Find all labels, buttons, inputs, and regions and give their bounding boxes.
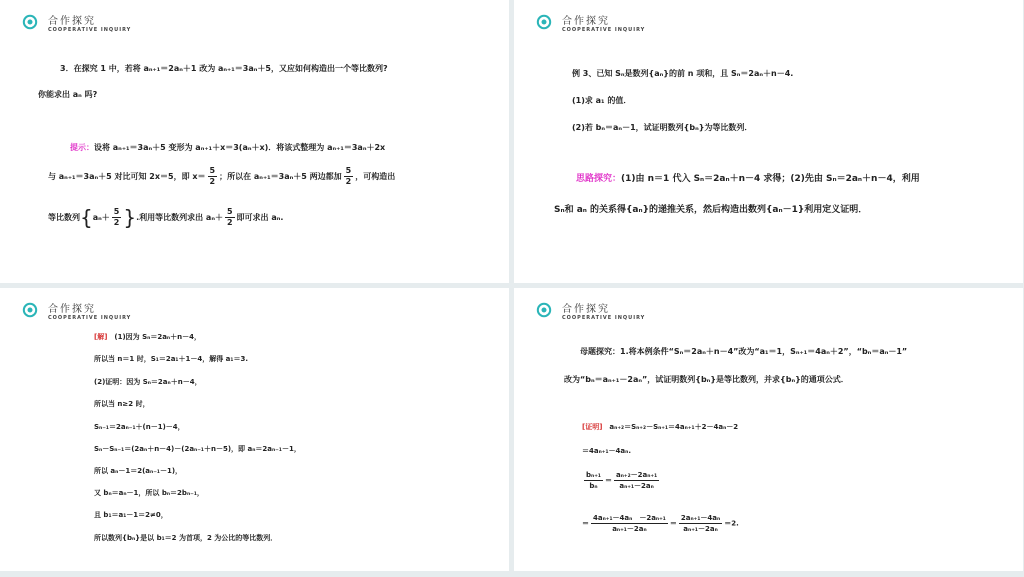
hint-text-3b: .利用等比数列求出 aₙ＋ xyxy=(136,213,223,222)
ratio-b-den: bₙ xyxy=(589,482,598,490)
mother-line-1: 母题探究：1.将本例条件“Sₙ＝2aₙ＋n－4”改为“a₁＝1，Sₙ₊₁＝4aₙ＋2”，“bₙ＝aₙ－1” xyxy=(580,347,908,356)
ratio-simplified-den: aₙ₊₁－2aₙ xyxy=(683,525,718,533)
solution-line-3: 所以当 n≥2 时， xyxy=(94,400,150,408)
ratio-simplified xyxy=(679,513,722,534)
bottom-divider xyxy=(0,572,1024,577)
proof-label: [证明] xyxy=(582,423,603,431)
fraction-five-halves xyxy=(344,166,354,187)
slide-panel-2 xyxy=(514,0,1023,283)
logo-ring-icon xyxy=(536,14,552,30)
question-line-2: 你能求出 aₙ 吗? xyxy=(38,90,98,99)
section-title: 合作探究 xyxy=(48,304,96,315)
solution-line-4: Sₙ₋₁＝2aₙ₋₁＋(n－1)－4， xyxy=(94,423,185,431)
hint-inner: aₙ＋ xyxy=(92,213,110,222)
proof-result: ＝2. xyxy=(724,519,739,528)
section-subtitle: COOPERATIVE INQUIRY xyxy=(562,27,646,33)
hint-text-3a: 等比数列 xyxy=(48,213,80,222)
ratio-expanded xyxy=(591,513,668,534)
think-line-2: Sₙ和 aₙ 的关系得{aₙ}的递推关系，然后构造出数列{aₙ－1}利用定义证明． xyxy=(554,205,868,215)
slide-panel-1 xyxy=(0,0,509,283)
fraction-five-halves xyxy=(225,207,235,228)
section-subtitle: COOPERATIVE INQUIRY xyxy=(48,27,132,33)
slide-panel-4 xyxy=(514,288,1023,571)
hint-line-1 xyxy=(70,143,385,153)
proof-result-line xyxy=(582,513,739,534)
think-line-1 xyxy=(576,174,920,184)
mother-line-2: 改为“bₙ＝aₙ₊₁－2aₙ”，试证明数列{bₙ}是等比数列，并求{bₙ}的通项公式． xyxy=(564,375,849,384)
right-brace: } xyxy=(123,205,137,230)
hint-text-2c: ，可构造出 xyxy=(355,172,396,181)
ratio-a xyxy=(614,470,659,491)
solution-label: [解] xyxy=(94,333,108,341)
example-line-2: (1)求 a₁ 的值． xyxy=(572,96,632,105)
solution-text-0: (1)因为 Sₙ＝2aₙ＋n－4， xyxy=(114,333,201,341)
proof-line-1 xyxy=(582,422,738,432)
proof-line-2: ＝4aₙ₊₁－4aₙ. xyxy=(582,447,631,455)
left-brace: { xyxy=(80,205,93,230)
think-text-1: (1)由 n＝1 代入 Sₙ＝2aₙ＋n－4 求得；(2)先由 Sₙ＝2aₙ＋n－4，利用 xyxy=(621,174,920,184)
slide-panel-3 xyxy=(0,288,509,571)
section-subtitle: COOPERATIVE INQUIRY xyxy=(48,315,132,321)
solution-line-5: Sₙ－Sₙ₋₁＝(2aₙ＋n－4)－(2aₙ₋₁＋n－5)，即 aₙ＝2aₙ₋₁－1， xyxy=(94,445,301,453)
logo-ring-icon xyxy=(536,302,552,318)
hint-text-2b: ；所以在 aₙ₊₁＝3aₙ＋5 两边都加 xyxy=(219,172,342,181)
section-subtitle: COOPERATIVE INQUIRY xyxy=(562,315,646,321)
proof-ratio-line xyxy=(582,470,661,491)
frac-num: 5 xyxy=(345,166,352,175)
frac-num: 5 xyxy=(226,207,233,216)
logo-ring-icon xyxy=(22,14,38,30)
hint-text-2a: 与 aₙ₊₁＝3aₙ＋5 对比可知 2x＝5，即 x＝ xyxy=(48,172,206,181)
solution-line-2: (2)证明：因为 Sₙ＝2aₙ＋n－4， xyxy=(94,378,202,386)
solution-line-7: 又 bₙ＝aₙ－1，所以 bₙ＝2bₙ₋₁， xyxy=(94,489,204,497)
frac-num: 5 xyxy=(113,207,120,216)
ratio-expanded-num: 4aₙ₊₁－4aₙ －2aₙ₊₁ xyxy=(593,514,666,522)
think-label: 思路探究： xyxy=(576,174,622,184)
frac-num: 5 xyxy=(209,166,216,175)
frac-den: 2 xyxy=(226,218,233,227)
fraction-five-halves xyxy=(208,166,218,187)
section-title: 合作探究 xyxy=(562,16,610,27)
equals-sign: ＝ xyxy=(669,519,677,528)
hint-line-2 xyxy=(48,166,395,187)
ratio-a-num: aₙ₊₂－2aₙ₊₁ xyxy=(615,471,658,479)
ratio-b-num: bₙ₊₁ xyxy=(586,471,601,479)
hint-line-3 xyxy=(48,207,283,228)
hint-label: 提示： xyxy=(70,143,94,152)
solution-line-9: 所以数列{bₙ}是以 b₁＝2 为首项，2 为公比的等比数列． xyxy=(94,534,278,542)
solution-line-6: 所以 aₙ－1＝2(aₙ₋₁－1)， xyxy=(94,467,183,475)
fraction-five-halves xyxy=(112,207,122,228)
section-title: 合作探究 xyxy=(48,16,96,27)
equals-sign: ＝ xyxy=(582,519,589,528)
section-title: 合作探究 xyxy=(562,304,610,315)
example-line-1: 例 3、已知 Sₙ是数列{aₙ}的前 n 项和，且 Sₙ＝2aₙ＋n－4. xyxy=(572,69,794,78)
example-line-3: (2)若 bₙ＝aₙ－1，试证明数列{bₙ}为等比数列． xyxy=(572,123,753,132)
ratio-simplified-num: 2aₙ₊₁－4aₙ xyxy=(680,514,721,522)
ratio-b xyxy=(584,470,603,491)
frac-den: 2 xyxy=(345,177,352,186)
solution-line-8: 且 b₁＝a₁－1＝2≠0， xyxy=(94,511,168,519)
frac-den: 2 xyxy=(209,177,216,186)
hint-text-3c: 即可求出 aₙ. xyxy=(236,213,284,222)
frac-den: 2 xyxy=(113,218,120,227)
solution-line-1: 所以当 n＝1 时，S₁＝2a₁＋1－4，解得 a₁＝3. xyxy=(94,355,248,363)
ratio-a-den: aₙ₊₁－2aₙ xyxy=(619,482,654,490)
question-line-1: 3．在探究 1 中，若将 aₙ₊₁＝2aₙ＋1 改为 aₙ₊₁＝3aₙ＋5，又应如何构造出一个等比数列? xyxy=(60,64,388,73)
ratio-expanded-den: aₙ₊₁－2aₙ xyxy=(612,525,647,533)
proof-text-1: aₙ₊₂＝Sₙ₊₂－Sₙ₊₁＝4aₙ₊₁＋2－4aₙ－2 xyxy=(609,423,739,431)
logo-ring-icon xyxy=(22,302,38,318)
equals-sign: ＝ xyxy=(604,476,612,485)
solution-line-0 xyxy=(94,332,201,342)
hint-text-1: 设将 aₙ₊₁＝3aₙ＋5 变形为 aₙ₊₁＋x＝3(aₙ＋x)．将该式整理为 aₙ₊₁＝3aₙ＋2x xyxy=(94,143,386,152)
